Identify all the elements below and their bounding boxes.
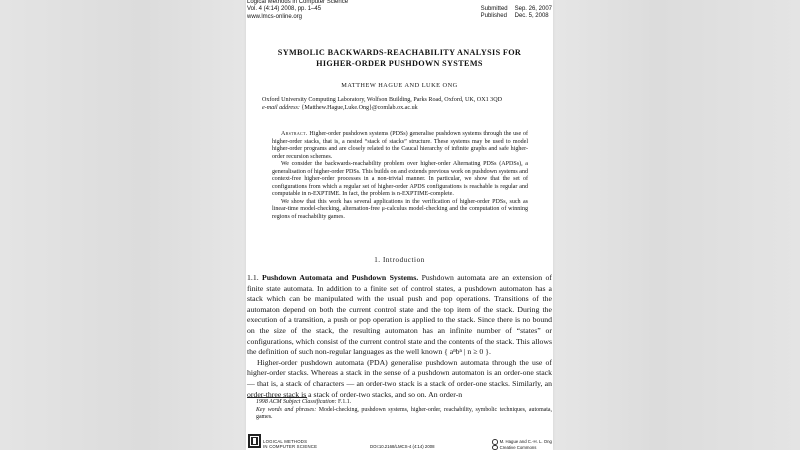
- journal-header-right: [481, 6, 552, 21]
- footer-doi: DOI:10.2168/LMCS-4 (4:14) 2008: [370, 444, 435, 449]
- classification-label: 1998 ACM Subject Classification:: [256, 399, 337, 405]
- submitted-row: [481, 6, 552, 13]
- abstract-paragraph-3: We show that this work has several applications in the verification of higher-order PDSs, such as linear-time model-checking, alternation-free μ-calculus model-checking and the computation of winning regions of reachability games.: [272, 198, 528, 221]
- subsection-number: 1.1.: [247, 273, 259, 282]
- published-row: [481, 13, 552, 20]
- subsection-title: Pushdown Automata and Pushdown Systems.: [261, 273, 419, 282]
- keywords-line: [256, 407, 552, 422]
- body-text-1: Pushdown automata are an extension of finite state automata. In addition to a finite set of control states, a pushdown automaton has a stack which can be manipulated with the usual push and pop operations. Transitions of the automaton depend on both the current control state and the top item of the stack. During the execution of a transition, a push or pop operation is applied to the stack. Since there is no bound on the size of the stack, the resulting automaton has an infinite number of “states” or configurations, which consist of the current control state and the contents of the stack. This allows the definition of such non-regular languages as the well known { aⁿbⁿ | n ≥ 0 }.: [247, 273, 552, 357]
- title-line-2: HIGHER-ORDER PUSHDOWN SYSTEMS: [316, 59, 483, 68]
- footnote: [256, 399, 552, 422]
- abstract: [272, 131, 528, 222]
- lmcs-logo-icon: [248, 434, 261, 448]
- copyright-icon: [492, 439, 498, 445]
- paper-title: [246, 47, 553, 69]
- abstract-label: Abstract.: [281, 131, 308, 137]
- keywords-label: Key words and phrases:: [256, 406, 317, 413]
- body-paragraph-1: [247, 273, 552, 358]
- journal-url: www.lmcs-online.org: [247, 13, 303, 20]
- journal-name: Logical Methods in Computer Science: [247, 0, 349, 5]
- footer-license-line: [492, 445, 552, 450]
- abstract-paragraph-2: We consider the backwards-reachability problem over higher-order Alternating PDSs (APDSs), a generalisation of higher-order PDSs. This builds on and extends previous work on pushdown systems and context-free higher-order processes in a non-trivial manner. In particular, we show that the set of configurations from which a regular set of higher-order APDS configurations is reachable is regular and computable in n-EXPTIME. In fact, the problem is n-EXPTIME-complete.: [272, 161, 528, 198]
- published-date: Dec. 5, 2008: [514, 13, 549, 20]
- email-label: e-mail address:: [262, 105, 300, 112]
- classification-line: [256, 399, 552, 407]
- classification-value: F.1.1.: [338, 399, 352, 405]
- section-heading: 1. Introduction: [374, 256, 425, 264]
- footer-journal-name: [263, 439, 317, 449]
- journal-volume: Vol. 4 (4:14) 2008, pp. 1–45: [247, 6, 322, 13]
- paper-page: [246, 0, 553, 450]
- affiliation: Oxford University Computing Laboratory, Wolfson Building, Parks Road, Oxford, UK, OX1 3QD: [262, 97, 503, 103]
- abstract-paragraph-1: [272, 131, 528, 161]
- footnote-rule: [247, 397, 307, 398]
- affiliation-block: [262, 96, 552, 112]
- submitted-label: Submitted: [480, 6, 508, 12]
- body-paragraph-2: Higher-order pushdown automata (PDA) generalise pushdown automata through the use of higher-order stacks. Whereas a stack in the sense of a pushdown automaton is an order-one stack — that is, a stack of characters — an order-two stack is a stack of order-one stacks. Similarly, an order-three stack is a stack of order-two stacks, and so on. An order-n: [247, 357, 552, 399]
- creative-commons-icon: [492, 445, 498, 450]
- footer-license: [492, 439, 552, 450]
- footer-journal-line-2: IN COMPUTER SCIENCE: [263, 444, 318, 449]
- page-footer: [246, 434, 553, 450]
- footer-copyright: M. Hague and C.-H. L. Ong: [499, 439, 552, 444]
- published-label: Published: [480, 13, 507, 20]
- keywords-value: Model-checking, pushdown systems, higher-order, reachability, symbolic techniques, automata, games.: [256, 406, 552, 421]
- footer-license-text: Creative Commons: [499, 444, 537, 450]
- body-text: [247, 273, 552, 400]
- email-address: {Matthew.Hague,Luke.Ong}@comlab.ox.ac.uk: [301, 105, 418, 112]
- abstract-text-1: Higher-order pushdown systems (PDSs) generalise pushdown systems through the use of higher-order stacks, that is, a nested “stack of stacks” structure. These systems may be used to model higher-order programs and are closely related to the Caucal hierarchy of infinite graphs and safe higher-order recursion schemes.: [272, 131, 528, 160]
- email-line: [262, 104, 552, 112]
- footer-journal-line-1: LOGICAL METHODS: [263, 439, 308, 444]
- journal-header-left: [247, 0, 348, 21]
- title-line-1: SYMBOLIC BACKWARDS-REACHABILITY ANALYSIS FOR: [277, 48, 522, 57]
- submitted-date: Sep. 26, 2007: [514, 6, 552, 12]
- authors: MATTHEW HAGUE AND LUKE ONG: [341, 82, 458, 89]
